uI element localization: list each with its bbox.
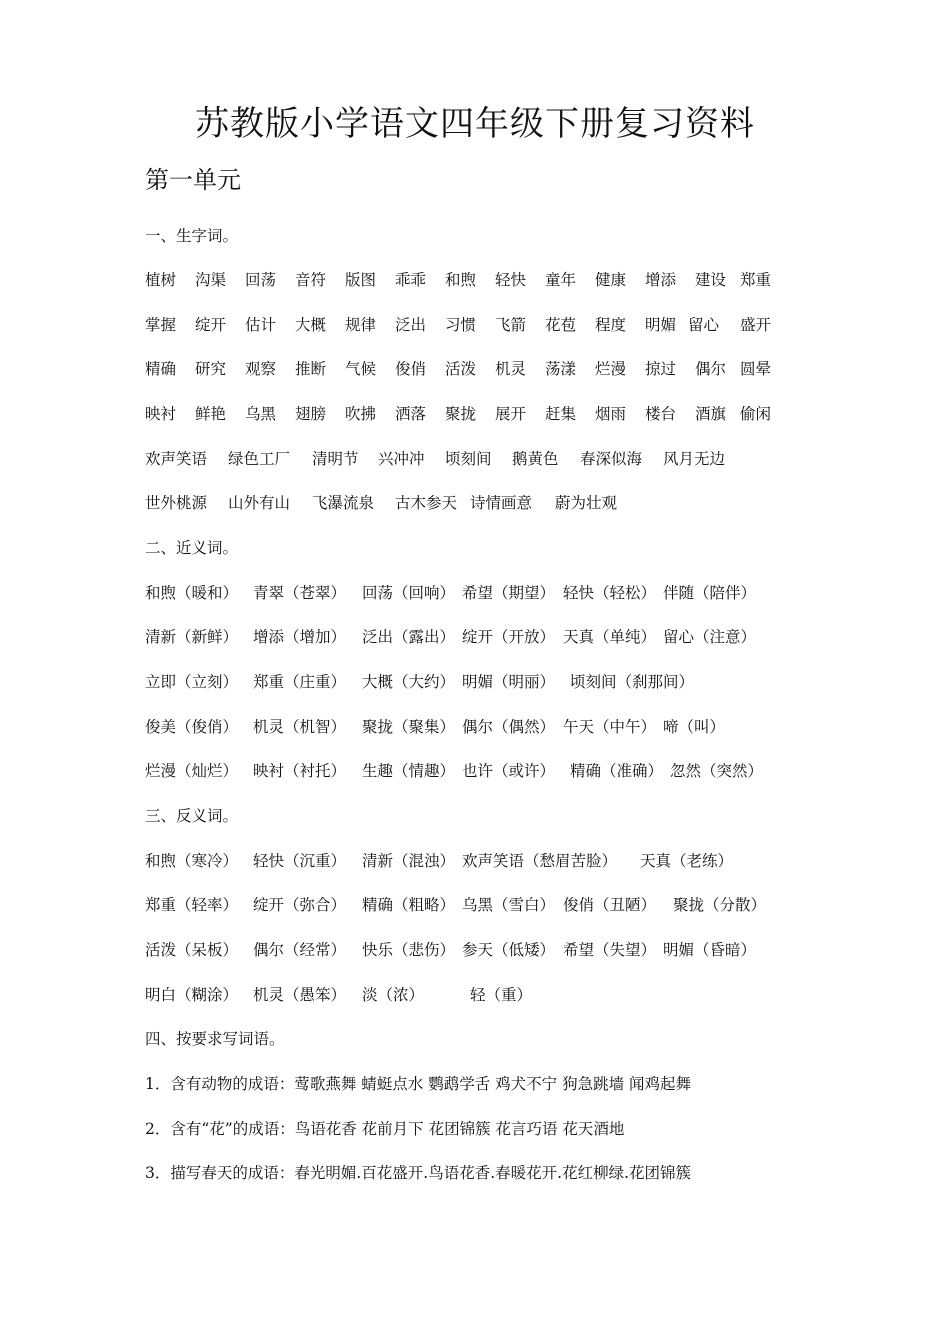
word-item: 气候 bbox=[345, 360, 377, 378]
word-item: 生趣（情趣） bbox=[362, 762, 456, 780]
word-item: 盛开 bbox=[740, 316, 772, 334]
word-item: 俊美（俊俏） bbox=[145, 718, 239, 736]
word-item: 大概 bbox=[295, 316, 327, 334]
word-item: 活泼（呆板） bbox=[145, 941, 239, 959]
word-item: 鹅黄色 bbox=[512, 450, 559, 468]
word-item: 世外桃源 bbox=[145, 494, 208, 512]
word-item: 楼台 bbox=[645, 405, 677, 423]
word-item: 希望（失望） bbox=[563, 941, 657, 959]
word-item: 花苞 bbox=[545, 316, 577, 334]
word-item: 乌黑 bbox=[245, 405, 277, 423]
word-item: 活泼 bbox=[445, 360, 477, 378]
word-item: 映衬 bbox=[145, 405, 177, 423]
word-item: 偷闲 bbox=[740, 405, 772, 423]
word-item: 希望（期望） bbox=[462, 584, 556, 602]
section-heading: 一、生字词。 bbox=[145, 227, 239, 245]
word-item: 俊俏（丑陋） bbox=[563, 896, 657, 914]
word-item: 轻快（沉重） bbox=[253, 852, 347, 870]
word-item: 圆晕 bbox=[740, 360, 772, 378]
section-heading: 四、按要求写词语。 bbox=[145, 1030, 285, 1048]
word-item: 和煦（寒冷） bbox=[145, 852, 239, 870]
unit-heading: 第一单元 bbox=[145, 166, 241, 194]
page-title: 苏教版小学语文四年级下册复习资料 bbox=[195, 104, 755, 144]
word-item: 烂漫 bbox=[595, 360, 627, 378]
word-item: 掌握 bbox=[145, 316, 177, 334]
section-heading: 二、近义词。 bbox=[145, 539, 239, 557]
word-item: 翅膀 bbox=[295, 405, 327, 423]
word-item: 诗情画意 bbox=[470, 494, 533, 512]
word-item: 飞箭 bbox=[495, 316, 527, 334]
word-item: 天真（老练） bbox=[640, 852, 734, 870]
word-item: 展开 bbox=[495, 405, 527, 423]
list-item: 1．含有动物的成语：莺歌燕舞 蜻蜓点水 鹦鹉学舌 鸡犬不宁 狗急跳墙 闻鸡起舞 bbox=[145, 1075, 691, 1093]
word-item: 明媚 bbox=[645, 316, 677, 334]
word-item: 精确（准确） bbox=[570, 762, 664, 780]
word-item: 郑重（轻率） bbox=[145, 896, 239, 914]
word-item: 沟渠 bbox=[195, 271, 227, 289]
word-item: 啼（叫） bbox=[663, 718, 726, 736]
word-item: 清新（混浊） bbox=[362, 852, 456, 870]
word-item: 童年 bbox=[545, 271, 577, 289]
word-item: 习惯 bbox=[445, 316, 477, 334]
word-item: 轻快 bbox=[495, 271, 527, 289]
word-item: 鲜艳 bbox=[195, 405, 227, 423]
word-item: 兴冲冲 bbox=[378, 450, 425, 468]
word-item: 偶尔（经常） bbox=[253, 941, 347, 959]
word-item: 绽开（弥合） bbox=[253, 896, 347, 914]
word-item: 增添 bbox=[645, 271, 677, 289]
word-item: 蔚为壮观 bbox=[555, 494, 618, 512]
word-item: 机灵（愚笨） bbox=[253, 986, 347, 1004]
word-item: 伴随（陪伴） bbox=[663, 584, 757, 602]
word-item: 留心（注意） bbox=[663, 628, 757, 646]
word-item: 建设 bbox=[695, 271, 727, 289]
word-item: 绽开 bbox=[195, 316, 227, 334]
word-item: 回荡 bbox=[245, 271, 277, 289]
word-item: 估计 bbox=[245, 316, 277, 334]
word-item: 欢声笑语 bbox=[145, 450, 208, 468]
word-item: 乌黑（雪白） bbox=[462, 896, 556, 914]
word-item: 观察 bbox=[245, 360, 277, 378]
word-item: 大概（大约） bbox=[362, 673, 456, 691]
word-item: 顷刻间（刹那间） bbox=[570, 673, 695, 691]
word-item: 清新（新鲜） bbox=[145, 628, 239, 646]
word-item: 荡漾 bbox=[545, 360, 577, 378]
word-item: 轻快（轻松） bbox=[563, 584, 657, 602]
list-item: 3．描写春天的成语：春光明媚.百花盛开.鸟语花香.春暖花开.花红柳绿.花团锦簇 bbox=[145, 1164, 691, 1182]
word-item: 规律 bbox=[345, 316, 377, 334]
word-item: 精确（粗略） bbox=[362, 896, 456, 914]
word-item: 明媚（明丽） bbox=[462, 673, 556, 691]
word-item: 机灵 bbox=[495, 360, 527, 378]
word-item: 赶集 bbox=[545, 405, 577, 423]
word-item: 和煦 bbox=[445, 271, 477, 289]
word-item: 绽开（开放） bbox=[462, 628, 556, 646]
word-item: 轻（重） bbox=[470, 986, 533, 1004]
word-item: 郑重（庄重） bbox=[253, 673, 347, 691]
word-item: 增添（增加） bbox=[253, 628, 347, 646]
word-item: 参天（低矮） bbox=[462, 941, 556, 959]
word-item: 洒落 bbox=[395, 405, 427, 423]
word-item: 植树 bbox=[145, 271, 177, 289]
word-item: 聚拢 bbox=[445, 405, 477, 423]
word-item: 泛出 bbox=[395, 316, 427, 334]
word-item: 精确 bbox=[145, 360, 177, 378]
word-item: 酒旗 bbox=[695, 405, 727, 423]
word-item: 古木参天 bbox=[395, 494, 458, 512]
word-item: 研究 bbox=[195, 360, 227, 378]
word-item: 郑重 bbox=[740, 271, 772, 289]
word-item: 烟雨 bbox=[595, 405, 627, 423]
word-item: 版图 bbox=[345, 271, 377, 289]
word-item: 回荡（回响） bbox=[362, 584, 456, 602]
word-item: 俊俏 bbox=[395, 360, 427, 378]
word-item: 欢声笑语（愁眉苦脸） bbox=[462, 852, 618, 870]
word-item: 烂漫（灿烂） bbox=[145, 762, 239, 780]
word-item: 淡（浓） bbox=[362, 986, 425, 1004]
word-item: 忽然（突然） bbox=[670, 762, 764, 780]
word-item: 音符 bbox=[295, 271, 327, 289]
word-item: 清明节 bbox=[312, 450, 359, 468]
word-item: 映衬（衬托） bbox=[253, 762, 347, 780]
word-item: 乖乖 bbox=[395, 271, 427, 289]
word-item: 快乐（悲伤） bbox=[362, 941, 456, 959]
word-item: 偶尔 bbox=[695, 360, 727, 378]
list-item: 2．含有“花”的成语：鸟语花香 花前月下 花团锦簇 花言巧语 花天酒地 bbox=[145, 1120, 625, 1138]
word-item: 偶尔（偶然） bbox=[462, 718, 556, 736]
word-item: 天真（单纯） bbox=[563, 628, 657, 646]
word-item: 顷刻间 bbox=[445, 450, 492, 468]
word-item: 也许（或许） bbox=[462, 762, 556, 780]
word-item: 飞瀑流泉 bbox=[312, 494, 375, 512]
section-heading: 三、反义词。 bbox=[145, 807, 239, 825]
word-item: 风月无边 bbox=[663, 450, 726, 468]
word-item: 程度 bbox=[595, 316, 627, 334]
word-item: 健康 bbox=[595, 271, 627, 289]
word-item: 留心 bbox=[688, 316, 720, 334]
word-item: 聚拢（分散） bbox=[673, 896, 767, 914]
word-item: 立即（立刻） bbox=[145, 673, 239, 691]
word-item: 明白（糊涂） bbox=[145, 986, 239, 1004]
word-item: 春深似海 bbox=[580, 450, 643, 468]
word-item: 吹拂 bbox=[345, 405, 377, 423]
word-item: 机灵（机智） bbox=[253, 718, 347, 736]
word-item: 明媚（昏暗） bbox=[663, 941, 757, 959]
word-item: 泛出（露出） bbox=[362, 628, 456, 646]
word-item: 山外有山 bbox=[228, 494, 291, 512]
word-item: 聚拢（聚集） bbox=[362, 718, 456, 736]
word-item: 和煦（暖和） bbox=[145, 584, 239, 602]
word-item: 青翠（苍翠） bbox=[253, 584, 347, 602]
word-item: 绿色工厂 bbox=[228, 450, 291, 468]
word-item: 掠过 bbox=[645, 360, 677, 378]
word-item: 推断 bbox=[295, 360, 327, 378]
word-item: 午天（中午） bbox=[563, 718, 657, 736]
